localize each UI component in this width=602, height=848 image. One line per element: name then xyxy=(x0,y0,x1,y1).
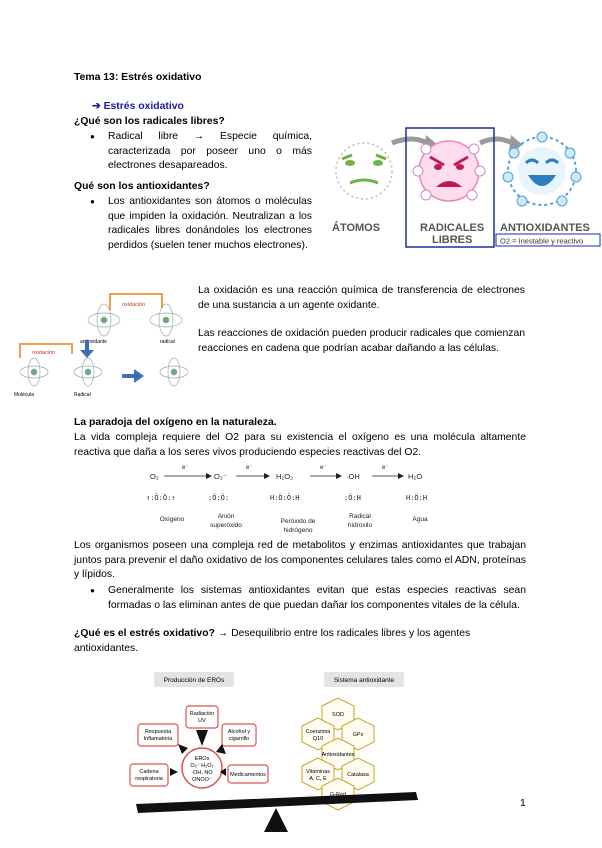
fulcrum-icon xyxy=(264,808,288,832)
eros-line: O₂⁻ H₂O₂ xyxy=(190,763,214,769)
eros-line: ONOO⁻ xyxy=(192,777,212,783)
name-anion-label: Anión xyxy=(217,513,235,520)
arrow-icon xyxy=(196,730,208,746)
species-oh: ·OH xyxy=(346,472,360,481)
question-antioxidantes: Qué son los antioxidantes? xyxy=(74,181,210,192)
structure-oh: :Ö:H xyxy=(344,494,361,502)
electron-label: e⁻ xyxy=(182,465,189,471)
paradox-title: La paradoja del oxígeno en la naturaleza. xyxy=(74,417,277,428)
source-box xyxy=(222,724,256,746)
hex-label: G-Red xyxy=(329,792,347,798)
down-arrow-icon xyxy=(80,350,94,358)
structure-h2o2: H:Ö:Ö:H xyxy=(270,494,300,502)
page-number: 1 xyxy=(520,798,526,809)
balance-beam xyxy=(136,792,418,813)
oxidacion-label-2: oxidación xyxy=(32,350,56,356)
electron-label: e⁻ xyxy=(320,465,327,471)
oxidation-paragraph-2: Las reacciones de oxidación pueden producir radicales que comienzan reacciones en cadena que podrían acabar dañando a las células. xyxy=(198,328,525,354)
atom-face-icon xyxy=(336,143,392,199)
molecula-label: Molécula xyxy=(14,392,35,398)
source-box xyxy=(186,706,218,728)
question-radicales: ¿Qué son los radicales libres? xyxy=(74,116,225,127)
oxygen-reduction-chain xyxy=(146,460,450,540)
sys-header: Sistema antioxidante xyxy=(333,677,395,684)
arrow-shape xyxy=(480,139,512,143)
arrow-shape xyxy=(392,139,427,143)
source-label-alcohol: Alcohol y xyxy=(227,729,251,735)
source-box xyxy=(130,764,168,786)
paradox-text: La vida compleja requiere del O2 para su existencia el oxígeno es una molécula altamente reactiva que daña a los seres vivos produciendo especies reactivas del O2. xyxy=(74,432,526,458)
source-label-inflamatoria: Inflamatoria xyxy=(143,736,173,742)
structure-h2o: H:Ö:H xyxy=(406,494,428,502)
oxidation-paragraph-1: La oxidación es una reacción química de transferencia de electrones de una sustancia a un agente oxidante. xyxy=(198,285,525,311)
eros-line: ·OH, NO xyxy=(191,770,213,776)
name-peroxido-label: Peróxido de xyxy=(280,518,316,525)
source-label-uv: UV xyxy=(198,718,206,724)
page-title: Tema 13: Estrés oxidativo xyxy=(74,72,202,83)
antioxidante-label: antioxidante xyxy=(80,339,107,345)
arrow-icon xyxy=(170,768,178,776)
electron-label: e⁻ xyxy=(382,465,389,471)
species-h2o: H₂O xyxy=(408,472,423,481)
oxidacion-label: oxidación xyxy=(122,302,146,308)
radical2-label: Radical xyxy=(74,392,91,398)
source-box xyxy=(138,724,178,746)
species-superoxide: O₂⁻ xyxy=(214,472,227,481)
name-oxigeno: Oxígeno xyxy=(159,516,185,523)
hex-label: Catalasa xyxy=(347,772,369,778)
structure-o2: ↑:Ö:Ö:↑ xyxy=(146,494,176,502)
eros-line: EROs xyxy=(194,756,210,762)
hex-label-vitaminas: Vitaminas xyxy=(305,769,331,775)
organisms-text: Los organismos poseen una compleja red de metabolitos y enzimas antioxidantes que trabajan juntos para prevenir el daño oxidativo de los componentes celulares tales como el ADN, proteínas y lípidos. xyxy=(74,540,526,580)
hex-label: Antioxidantes xyxy=(321,752,355,758)
source-label-respiratoria: respiratoria xyxy=(135,776,163,782)
libres-label: LIBRES xyxy=(432,234,473,246)
hex-label-coenzima: Coenzima xyxy=(305,729,331,735)
atomos-label: ÁTOMOS xyxy=(332,222,381,234)
bullet-radical-libre: ● Radical libre → Especie química, caracterizada por poseer uno o más electrones desapareados. xyxy=(108,130,312,174)
atoms-radicals-figure xyxy=(322,125,602,250)
name-radical-label: Radical xyxy=(349,513,371,520)
species-h2o2: H₂O₂ xyxy=(276,472,294,481)
source-label-radiacion: Radiación xyxy=(189,711,215,717)
source-label-respuesta: Respuesta xyxy=(144,729,172,735)
structure-superoxide: :Ö:Ö: xyxy=(208,494,230,502)
oxidative-stress-balance xyxy=(130,668,420,840)
oxidation-diagram xyxy=(12,280,192,400)
q3-label: ¿Qué es el estrés oxidativo? xyxy=(74,628,215,639)
electron-label: e⁻ xyxy=(246,465,253,471)
hex-label-q10: Q10 xyxy=(312,736,324,742)
right-arrow-icon xyxy=(134,369,144,383)
oxidative-stress-question xyxy=(74,627,526,656)
radical-face-icon xyxy=(413,141,485,201)
hex-label-ace: A, C, E xyxy=(309,776,327,782)
atom-icons xyxy=(20,358,188,386)
name-hidrogeno-label: hidrógeno xyxy=(283,527,313,534)
source-label-medicamentos: Medicamentos xyxy=(230,772,266,778)
prod-header: Producción de EROs xyxy=(163,677,225,684)
hex-label: SOD xyxy=(332,712,344,718)
source-label-cigarrillo: cigarrillo xyxy=(228,736,250,742)
source-label-cadena: Cadena xyxy=(139,769,159,775)
bullet-antioxidantes: ● Los antioxidantes son átomos o moléculas que impiden la oxidación. Neutralizan a los radicales libres donándoles los electrones perdidos (suelen tener muchos electrones). xyxy=(108,195,312,253)
legend-text: O2 = Inestable y reactivo xyxy=(500,236,584,246)
section-subheading: ➔ Estrés oxidativo xyxy=(92,101,184,112)
radical-label: radical xyxy=(160,339,175,345)
antioxidantes-label: ANTIOXIDANTES xyxy=(500,222,590,234)
arrow-icon xyxy=(178,744,188,754)
q3-answer: → Desequilibrio entre los radicales libres y los agentes antioxidantes. xyxy=(74,628,471,654)
bullet-antioxidant-systems: ● Generalmente los sistemas antioxidantes evitan que estas especies reactivas sean formadas o las eliminan antes de que puedan dañar los componentes vitales de la célula. xyxy=(108,584,526,613)
name-hidroxilo-label: hidroxilo xyxy=(347,522,373,529)
species-o2: O₂ xyxy=(150,472,159,481)
name-superoxido-label: superóxido xyxy=(210,522,242,529)
molecule-atom-icon xyxy=(88,304,182,336)
hex-label: GPx xyxy=(352,732,364,738)
name-agua: Agua xyxy=(412,516,428,523)
radicales-label: RADICALES xyxy=(420,222,485,234)
